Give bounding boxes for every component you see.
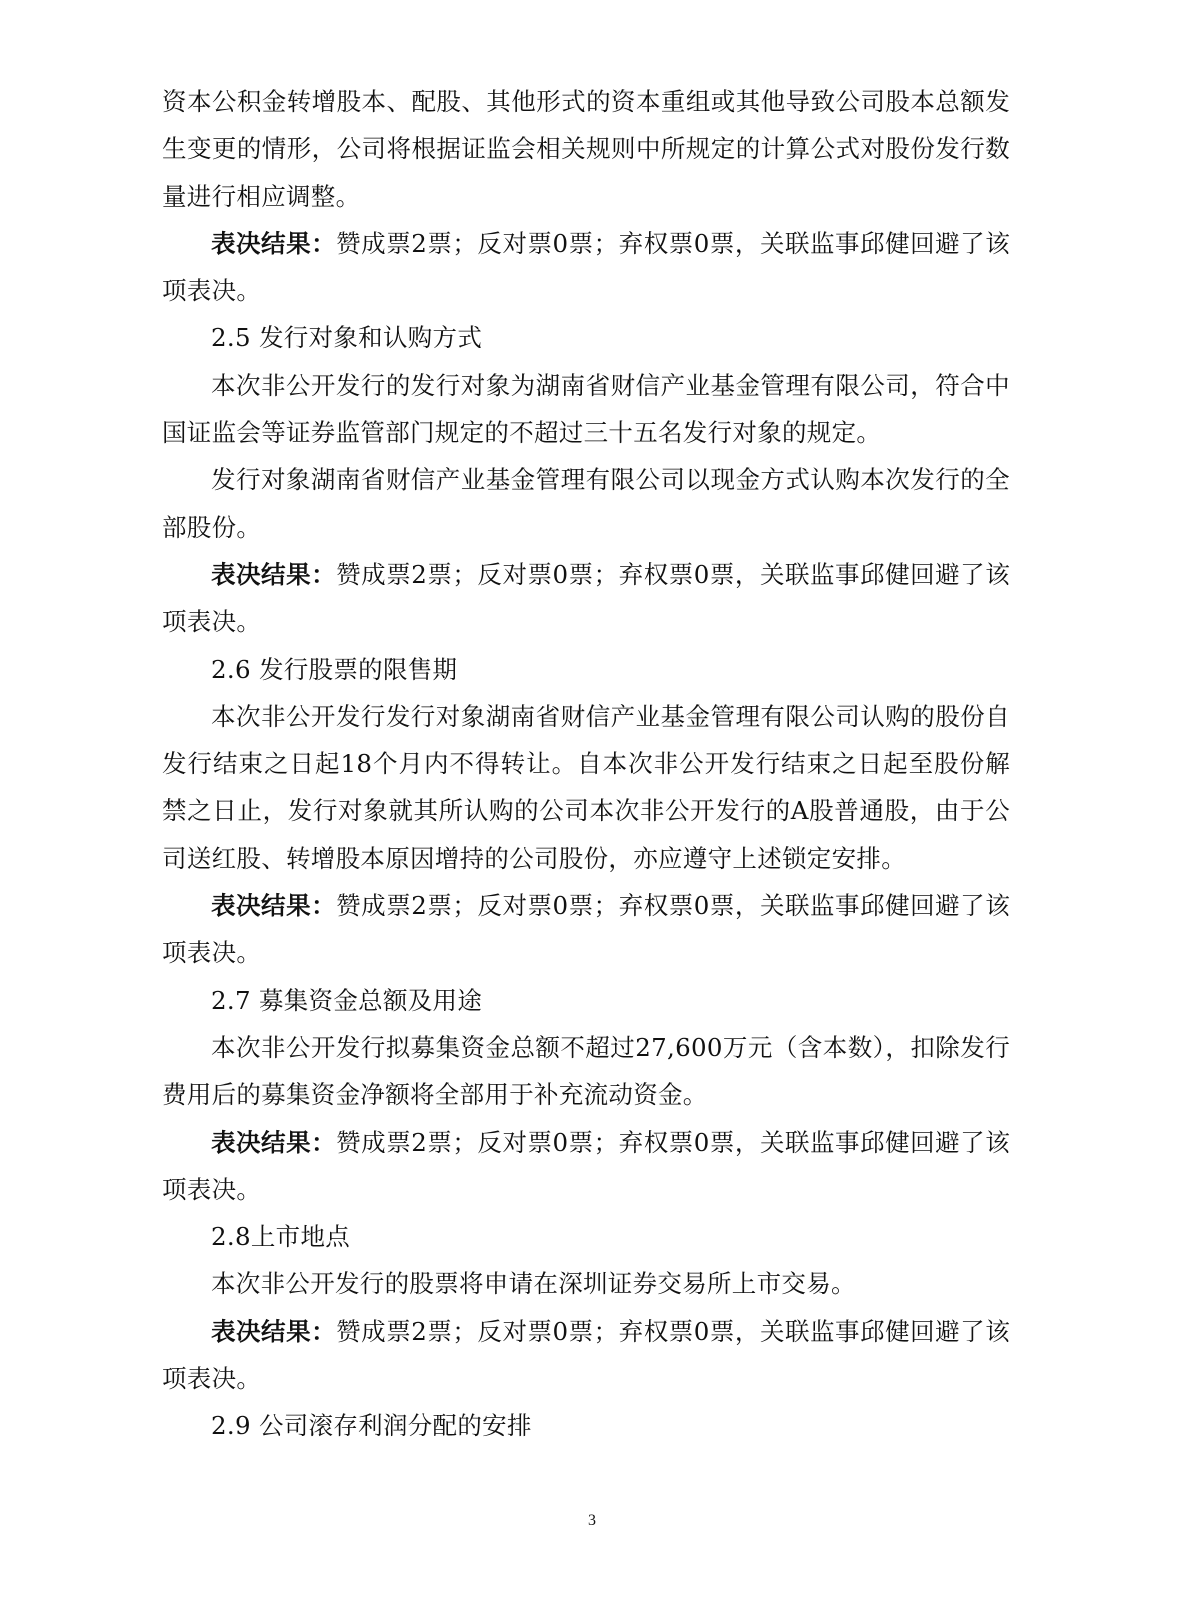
- paragraph-listing-venue: 本次非公开发行的股票将申请在深圳证券交易所上市交易。: [211, 1269, 856, 1299]
- section-heading-2-9: 2.9 公司滚存利润分配的安排: [211, 1411, 532, 1441]
- vote-result-text: 赞成票2票；反对票0票；弃权票0票，关联监事邱健回避了该项表决。: [162, 1127, 1010, 1204]
- paragraph-issue-target: 本次非公开发行的发行对象为湖南省财信产业基金管理有限公司，符合中国证监会等证券监管部门规定的不超过三十五名发行对象的规定。: [162, 370, 1010, 448]
- vote-result-1: [162, 220, 1010, 315]
- paragraph-subscription-method: 发行对象湖南省财信产业基金管理有限公司以现金方式认购本次发行的全部股份。: [162, 465, 1010, 542]
- vote-result-4: [162, 1119, 1010, 1214]
- document-body: [162, 78, 1010, 1450]
- vote-result-text: 赞成票2票；反对票0票；弃权票0票，关联监事邱健回避了该项表决。: [162, 891, 1010, 968]
- section-heading-2-5: 2.5 发行对象和认购方式: [211, 323, 483, 353]
- paragraph-fund-raising: 本次非公开发行拟募集资金总额不超过27,600万元（含本数），扣除发行费用后的募集资金净额将全部用于补充流动资金。: [162, 1032, 1010, 1110]
- vote-result-5: [162, 1308, 1010, 1403]
- vote-result-text: 赞成票2票；反对票0票；弃权票0票，关联监事邱健回避了该项表决。: [162, 1316, 1010, 1394]
- vote-result-text: 赞成票2票；反对票0票；弃权票0票，关联监事邱健回避了该项表决。: [162, 559, 1010, 637]
- paragraph-lockup-period: 本次非公开发行发行对象湖南省财信产业基金管理有限公司认购的股份自发行结束之日起18个月内不得转让。自本次非公开发行结束之日起至股份解禁之日止，发行对象就其所认购的公司本次非公开发行的A股普通股，由于公司送红股、转增股本原因增持的公司股份，亦应遵守上述锁定安排。: [162, 701, 1010, 873]
- paragraph-capital-adjustment: 资本公积金转增股本、配股、其他形式的资本重组或其他导致公司股本总额发生变更的情形，公司将根据证监会相关规则中所规定的计算公式对股份发行数量进行相应调整。: [162, 87, 1010, 211]
- section-heading-2-7: 2.7 募集资金总额及用途: [211, 985, 483, 1015]
- vote-result-label: 表决结果：: [211, 891, 337, 921]
- vote-result-3: [162, 882, 1010, 977]
- vote-result-label: 表决结果：: [211, 1316, 337, 1346]
- section-heading-2-6: 2.6 发行股票的限售期: [211, 654, 458, 684]
- vote-result-label: 表决结果：: [211, 559, 337, 589]
- vote-result-2: [162, 551, 1010, 646]
- vote-result-label: 表决结果：: [211, 1127, 337, 1157]
- vote-result-label: 表决结果：: [211, 228, 337, 258]
- vote-result-text: 赞成票2票；反对票0票；弃权票0票，关联监事邱健回避了该项表决。: [162, 228, 1010, 306]
- page-number: 3: [588, 1512, 596, 1529]
- section-heading-2-8: 2.8上市地点: [211, 1222, 351, 1252]
